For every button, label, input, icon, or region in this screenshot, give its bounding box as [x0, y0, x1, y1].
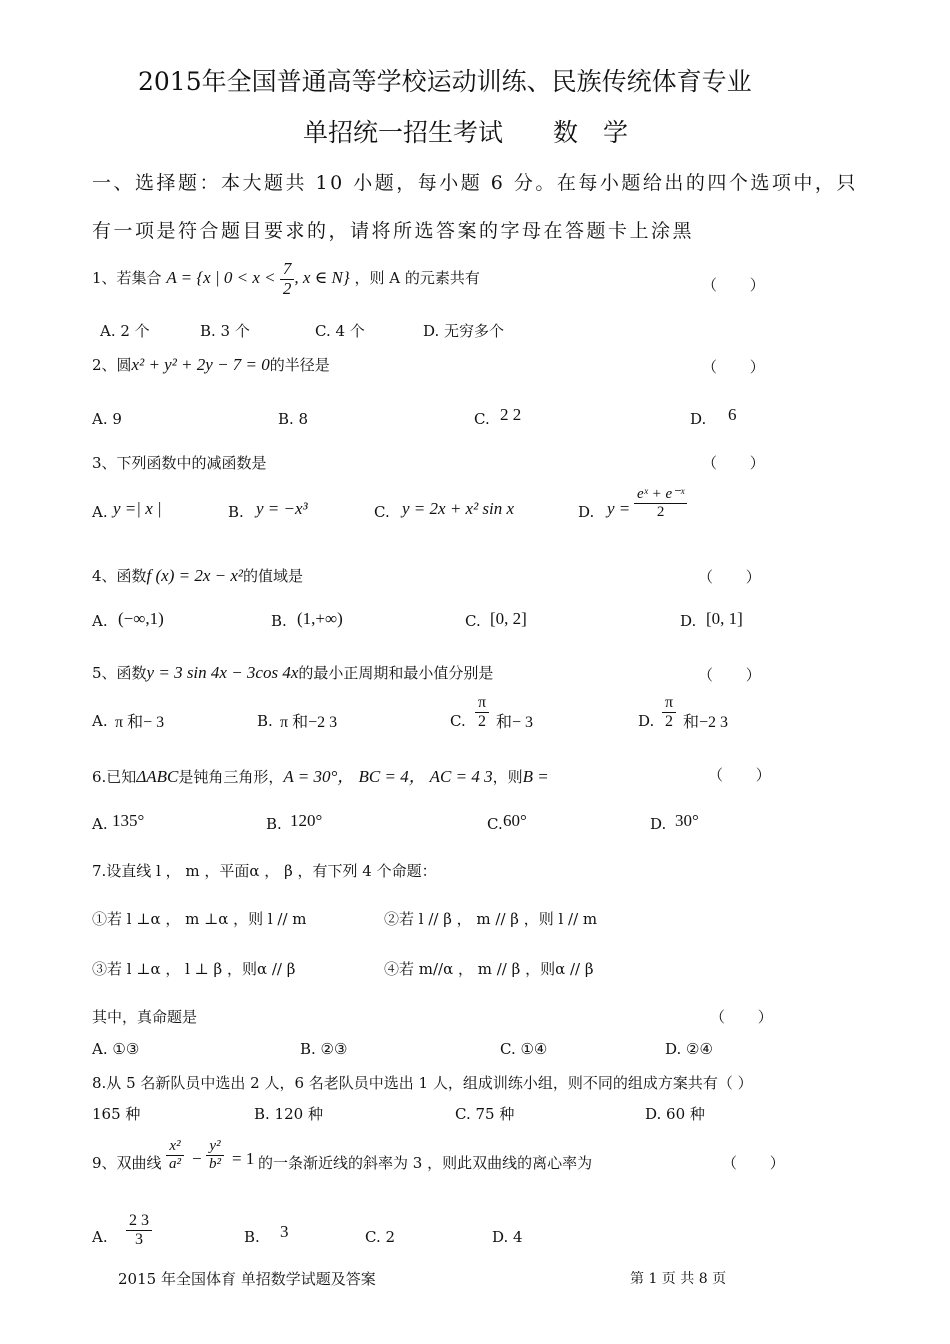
q9-option-a: A.	[92, 1228, 108, 1246]
question-2-stem	[92, 354, 330, 375]
q2-answer-paren: （ ）	[702, 358, 779, 376]
q1-option-a: A. 2 个	[100, 322, 150, 340]
q4-option-c-math: [0, 2]	[490, 609, 527, 628]
question-5-stem	[92, 662, 493, 683]
q2-math: x² + y² + 2y − 7 = 0	[131, 355, 270, 374]
q5-c-frac-den: 2	[478, 712, 487, 730]
q1-stem-prefix: 1、若集合	[92, 269, 162, 288]
q9-f2-den: b²	[209, 1155, 221, 1172]
question-7-stem: 7.设直线 l ， m ，平面α ， β ，有下列 4 个命题：	[92, 862, 437, 880]
q1-frac-num: 7	[280, 260, 295, 280]
q2-option-a: A. 9	[92, 410, 122, 428]
footer-left: 2015 年全国体育 单招数学试题及答案	[118, 1270, 376, 1288]
q5-answer-paren: （ ）	[698, 666, 775, 684]
q2-option-c: C.	[474, 410, 490, 428]
q5-c-frac-num: π	[475, 694, 489, 713]
q6-math-triangle: ΔABC	[136, 767, 179, 786]
q6-stem-prefix: 6.已知	[92, 768, 137, 786]
q5-stem-suffix: 的最小正周期和最小值分别是	[298, 664, 494, 682]
q3-option-d: D.	[578, 503, 595, 521]
q9-option-c: C. 2	[365, 1228, 396, 1246]
q3-option-a: A.	[92, 503, 108, 521]
q1-option-c: C. 4 个	[315, 322, 365, 340]
q9-option-b: B.	[244, 1228, 260, 1246]
q7-option-d: D. ②④	[665, 1040, 713, 1058]
q3-option-c-math: y = 2x + x² sin x	[402, 499, 515, 518]
q8-option-b: B. 120 种	[254, 1105, 323, 1123]
q7-tail: 其中，真命题是	[92, 1008, 198, 1026]
q1-answer-paren: （ ）	[702, 276, 779, 294]
q3-option-d-math: y =	[607, 499, 631, 518]
q1-stem-suffix: ，则 A 的元素共有	[354, 269, 480, 288]
q5-option-b-math: π 和−2 3	[280, 714, 338, 731]
q6-option-d-math: 30°	[675, 811, 699, 830]
q4-option-b-math: (1,+∞)	[297, 609, 343, 628]
q9-option-d: D. 4	[492, 1228, 523, 1246]
q7-answer-paren: （ ）	[710, 1008, 787, 1026]
q2-stem-suffix: 的半径是	[269, 356, 330, 374]
q5-option-c-fraction	[475, 694, 489, 730]
q2-option-b: B. 8	[278, 410, 309, 428]
q3-d-frac-num: eˣ + e⁻ˣ	[634, 486, 687, 504]
q2-option-d-value: 6	[728, 405, 737, 424]
section-instruction-line1: 一、选择题：本大题共 10 小题，每小题 6 分。在每小题给出的四个选项中，只	[92, 172, 858, 194]
q1-option-d: D. 无穷多个	[423, 322, 505, 340]
q6-option-b: B.	[266, 815, 282, 833]
q7-proposition-4: ④若 m//α ， m // β ，则α // β	[384, 960, 594, 978]
page-subtitle: 单招统一招生考试 数 学	[303, 118, 629, 147]
q4-option-d: D.	[680, 612, 697, 630]
question-6-stem	[92, 762, 549, 787]
q8-option-a: 165 种	[92, 1105, 141, 1123]
q2-option-c-value: 2 2	[500, 405, 522, 424]
question-4-stem	[92, 565, 303, 586]
q4-option-c: C.	[465, 612, 481, 630]
q7-option-b: B. ②③	[300, 1040, 348, 1058]
q6-option-b-math: 120°	[290, 811, 323, 830]
q5-option-d-fraction	[662, 694, 676, 730]
q7-option-c: C. ①④	[500, 1040, 548, 1058]
q5-math: y = 3 sin 4x − 3cos 4x	[146, 663, 299, 682]
q8-option-c: C. 75 种	[455, 1105, 515, 1123]
q3-option-b: B.	[228, 503, 244, 521]
q6-stem-mid: 是钝角三角形，	[178, 768, 284, 786]
q5-option-a: A.	[92, 712, 108, 730]
q1-math-post: , x ∈ N}	[294, 268, 350, 288]
q9-f2-num: y²	[206, 1138, 224, 1156]
q9-minus: −	[192, 1149, 202, 1168]
q5-option-d-math: 和−2 3	[683, 714, 729, 731]
q7-proposition-1: ①若 l ⊥α ， m ⊥α ，则 l // m	[92, 910, 307, 928]
q9-f1-num: x²	[166, 1138, 184, 1156]
q9-f1-den: a²	[169, 1155, 181, 1172]
q5-option-d: D.	[638, 712, 655, 730]
q7-option-a: A. ①③	[92, 1040, 140, 1058]
q5-option-b: B.	[257, 712, 273, 730]
q6-option-a: A.	[92, 815, 108, 833]
q3-option-b-math: y = −x³	[256, 499, 308, 518]
footer-page-number: 第 1 页 共 8 页	[630, 1271, 727, 1287]
q2-stem-prefix: 2、圆	[92, 356, 132, 374]
q6-option-a-math: 135°	[112, 811, 145, 830]
q4-stem-suffix: 的值域是	[243, 567, 304, 585]
q7-proposition-2: ②若 l // β ， m // β ，则 l // m	[384, 910, 598, 928]
q5-option-c: C.	[450, 712, 466, 730]
q6-option-d: D.	[650, 815, 667, 833]
q4-option-b: B.	[271, 612, 287, 630]
q9-answer-paren: （ ）	[722, 1154, 799, 1172]
q6-math-conditions: A = 30°， BC = 4， AC = 4 3	[283, 767, 493, 786]
q9-option-a-fraction	[126, 1212, 152, 1248]
q6-option-c-math: 60°	[503, 811, 527, 830]
q4-answer-paren: （ ）	[698, 568, 775, 586]
question-3-stem: 3、下列函数中的减函数是	[92, 454, 267, 472]
q4-option-d-math: [0, 1]	[706, 609, 743, 628]
q6-option-c: C.	[487, 815, 503, 833]
q3-answer-paren: （ ）	[702, 454, 779, 472]
q3-option-c: C.	[374, 503, 390, 521]
q7-proposition-3: ③若 l ⊥α ， l ⊥ β ，则α // β	[92, 960, 296, 978]
q5-d-frac-num: π	[662, 694, 676, 713]
q6-stem-suffix: ，则	[492, 768, 523, 786]
q9-stem-suffix: 的一条渐近线的斜率为 3 ，则此双曲线的离心率为	[258, 1154, 593, 1172]
q9-equals: = 1	[232, 1149, 255, 1168]
q9-a-frac-num: 2 3	[126, 1212, 152, 1231]
q3-d-frac-den: 2	[656, 503, 665, 520]
q3-option-d-fraction	[634, 486, 687, 520]
q1-frac-den: 2	[282, 278, 292, 298]
q4-option-a-math: (−∞,1)	[118, 609, 164, 628]
q9-stem-prefix: 9、双曲线	[92, 1154, 162, 1172]
q9-fraction-y	[206, 1138, 224, 1172]
question-1-stem	[92, 260, 480, 298]
section-instruction-line2: 有一项是符合题目要求的，请将所选答案的字母在答题卡上涂黑	[92, 220, 695, 242]
q5-option-a-math: π 和− 3	[115, 714, 165, 731]
q1-option-b: B. 3 个	[200, 322, 250, 340]
q9-a-frac-den: 3	[135, 1230, 143, 1248]
q8-option-d: D. 60 种	[645, 1105, 705, 1123]
q2-option-d: D.	[690, 410, 707, 428]
q4-option-a: A.	[92, 612, 108, 630]
question-8-stem: 8.从 5 名新队员中选出 2 人，6 名老队员中选出 1 人，组成训练小组，则不同的组成方案共有（ ）	[92, 1074, 753, 1092]
q1-fraction	[280, 260, 295, 298]
q4-math: f (x) = 2x − x²	[146, 566, 244, 585]
q6-math-b: B =	[522, 767, 549, 786]
q5-option-c-math: 和− 3	[496, 714, 534, 731]
q9-fraction-x	[166, 1138, 184, 1172]
q6-answer-paren: （ ）	[708, 766, 785, 784]
q5-d-frac-den: 2	[665, 712, 674, 730]
q3-option-a-math: y =| x |	[113, 499, 162, 518]
q4-stem-prefix: 4、函数	[92, 567, 147, 585]
q5-stem-prefix: 5、函数	[92, 664, 147, 682]
q1-math: A = {x | 0 < x <	[166, 268, 280, 288]
q9-option-b-value: 3	[280, 1222, 289, 1241]
page-title: 2015年全国普通高等学校运动训练、民族传统体育专业	[138, 67, 752, 96]
